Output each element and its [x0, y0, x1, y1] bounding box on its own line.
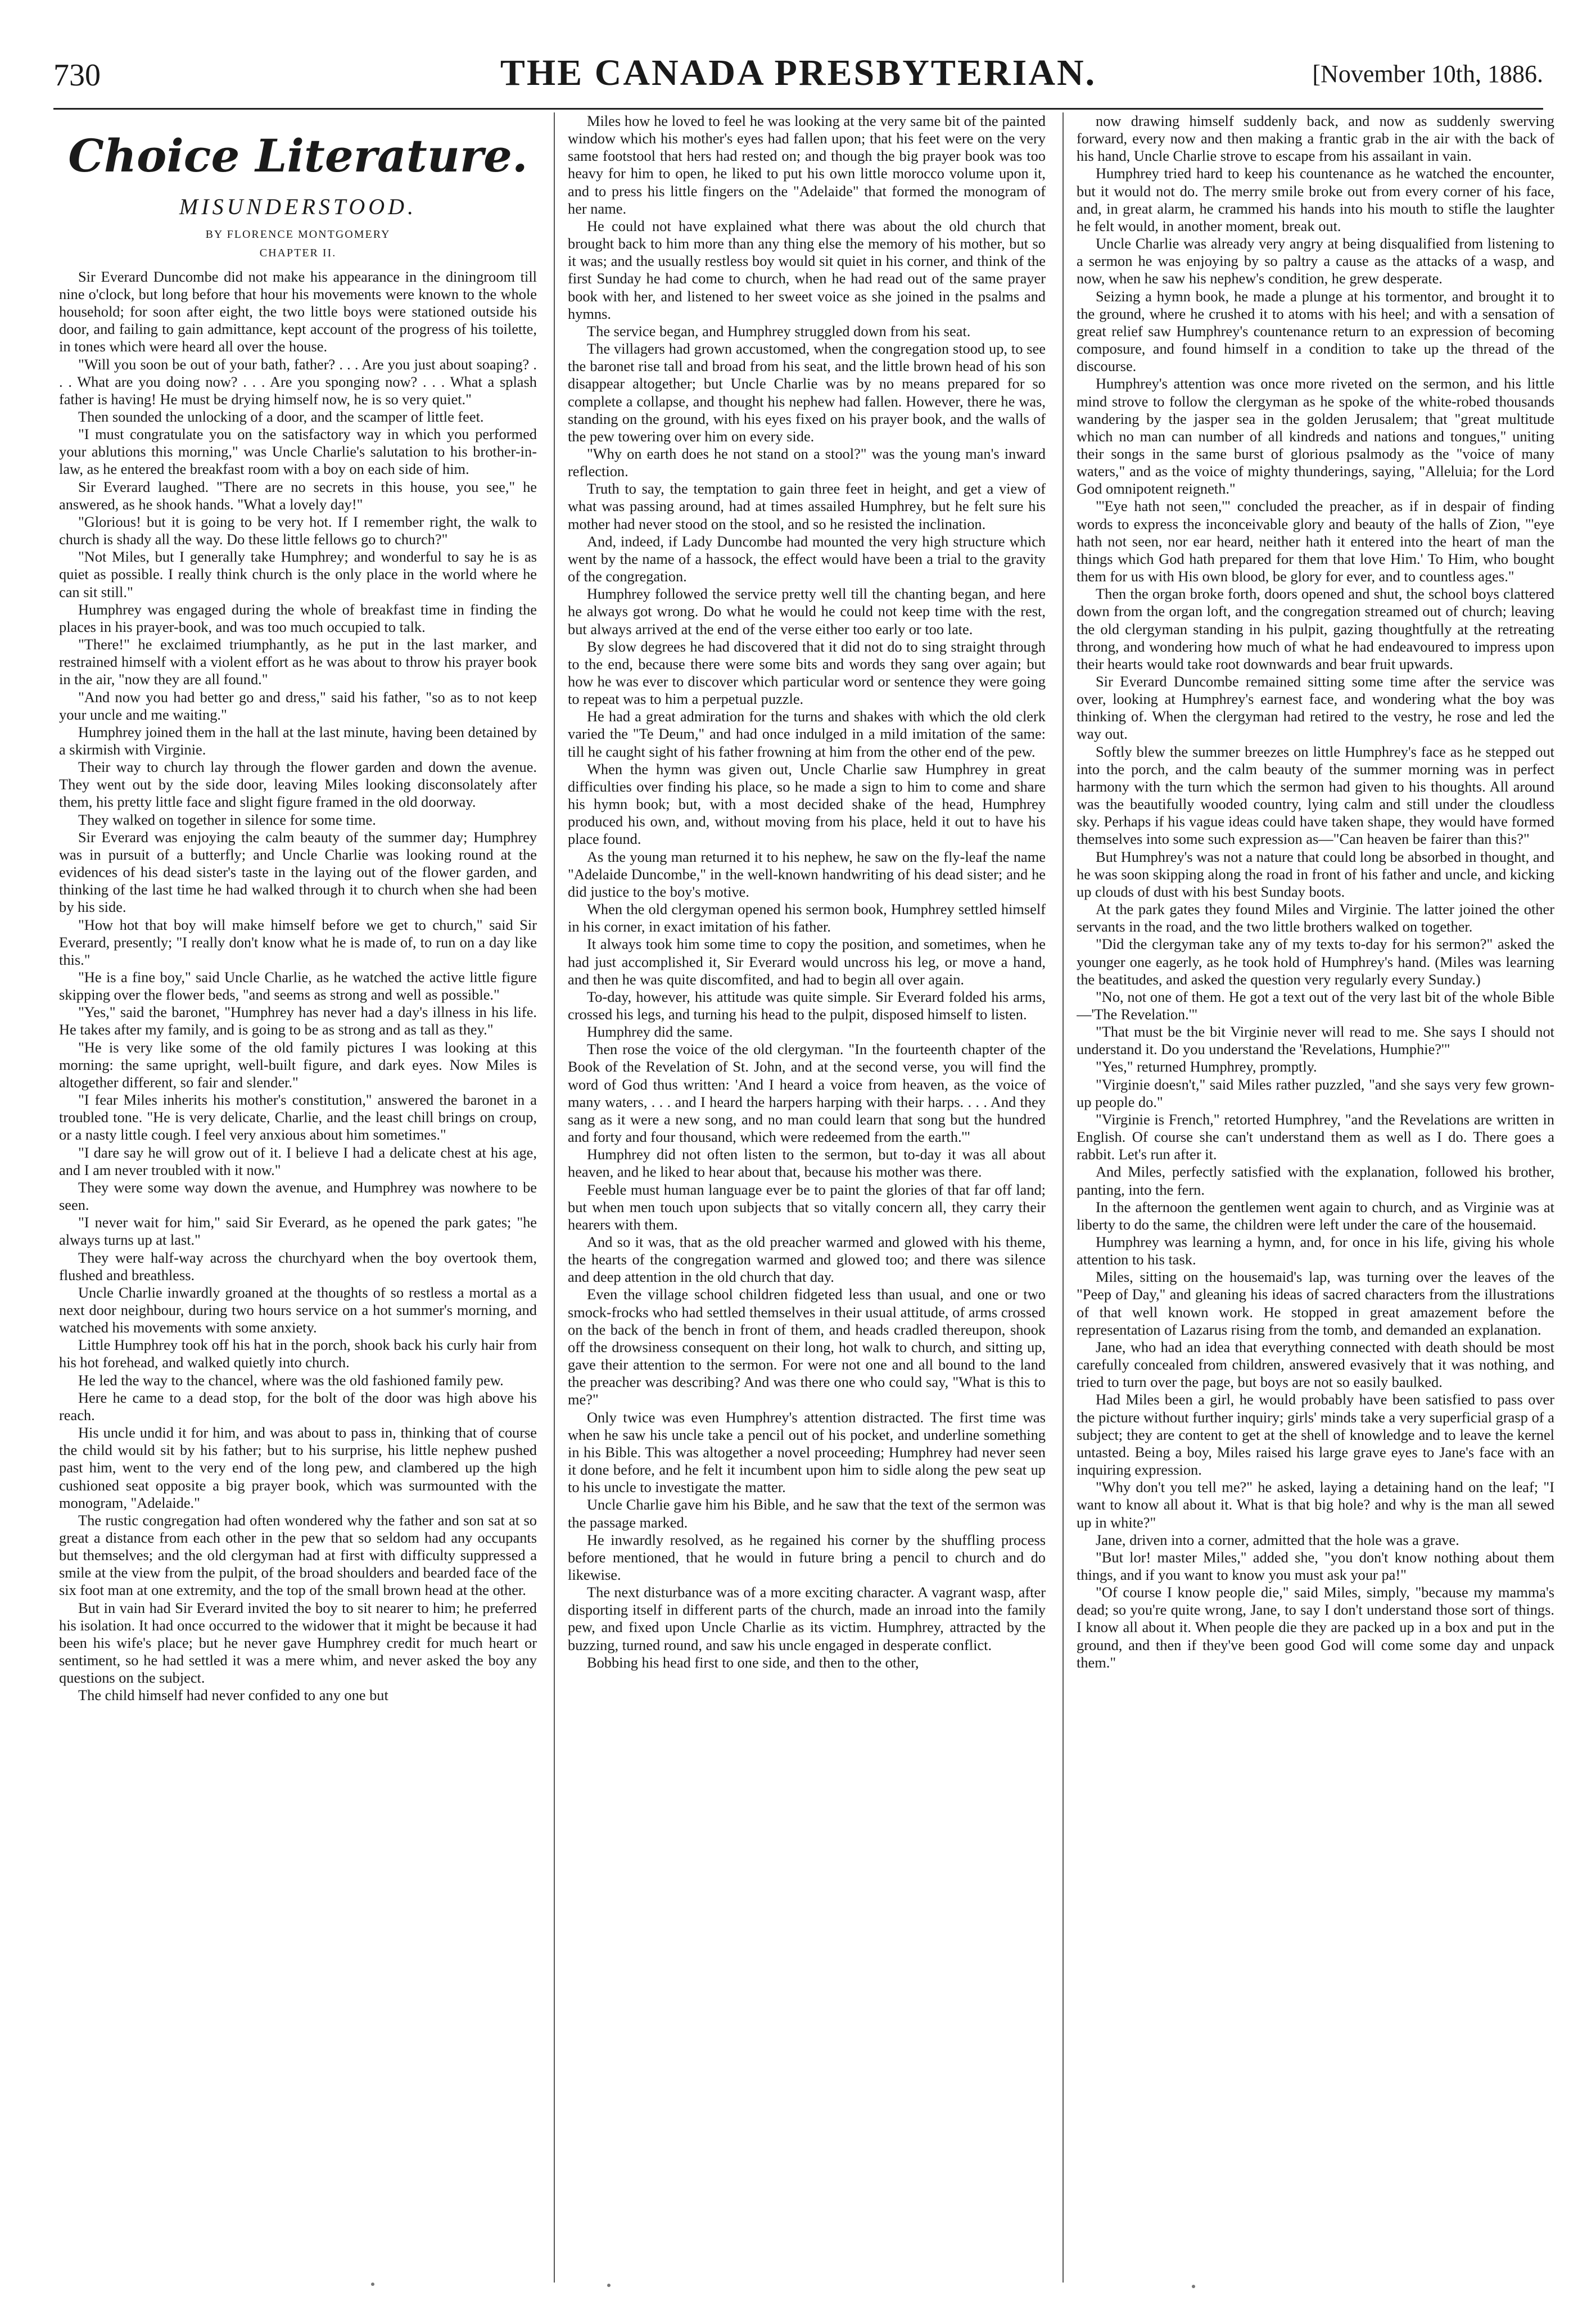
paragraph: They were half-way across the churchyard when the boy overtook them, flushed and breathless. [59, 1249, 537, 1283]
paragraph: "I must congratulate you on the satisfactory way in which you performed your ablutions this morning," was Uncle Charlie's salutation to his brother-in-law, as he entered the breakfast room with a boy on each side of him. [59, 426, 537, 478]
paragraph: Miles, sitting on the housemaid's lap, was turning over the leaves of the "Peep of Day," and gleaning his ideas of sacred characters from the illustrations of that well known work. He stopped in great amazement before the representation of Lazarus rising from the tomb, and demanded an explanation. [1077, 1268, 1554, 1338]
paragraph: "Will you soon be out of your bath, father? . . . Are you just about soaping? . . . What are you doing now? . . . Are you sponging now? . . . What a splash father is having! He must be drying himself now, he is so very quiet." [59, 355, 537, 408]
paragraph: Humphrey followed the service pretty well till the chanting began, and here he always got wrong. Do what he would he could not keep time with the rest, but always arrived at the end of the verse either too early or too late. [568, 585, 1046, 638]
paragraph: "Why on earth does he not stand on a stool?" was the young man's inward reflection. [568, 445, 1046, 480]
paragraph: He led the way to the chancel, where was the old fashioned family pew. [78, 1371, 504, 1389]
paragraph: Sir Everard was enjoying the calm beauty of the summer day; Humphrey was in pursuit of a butterfly; and Uncle Charlie was looking round at the evidences of his dead sister's taste in the laying out of the flower garden, and thinking of the last time he had walked through it to church when she had been by his side. [59, 828, 537, 916]
paragraph: The child himself had never confided to any one but [78, 1687, 388, 1704]
paragraph: As the young man returned it to his nephew, he saw on the fly-leaf the name "Adelaide Duncombe," in the well-known handwriting of his dead sister; and he did justice to the boy's motive. [568, 848, 1046, 900]
paragraph: At the park gates they found Miles and Virginie. The latter joined the other servants in the road, and the two little brothers walked on together. [1077, 901, 1554, 935]
paragraph: "Glorious! but it is going to be very hot. If I remember right, the walk to church is shady all the way. Do these little fellows go to church?" [59, 513, 537, 548]
paragraph: But in vain had Sir Everard invited the boy to sit nearer to him; he preferred his isolation. It had once occurred to the widower that it might be because it had been his wife's place; but he never gave Humphrey credit for much heart or sentiment, so he had settled it was a mere whim, and never asked the boy any questions on the subject. [59, 1599, 537, 1687]
paragraph: "'Eye hath not seen,'" concluded the preacher, as if in despair of finding words to express the inconceivable glory and beauty of the halls of Zion, "'eye hath not seen, nor ear heard, neither hath it entered into the heart of man the things which God hath prepared for them that love Him.' To Him, who bought them for us with His own blood, be glory for ever, and to countless ages." [1077, 498, 1554, 585]
paragraph: "How hot that boy will make himself before we get to church," said Sir Everard, presently; "I really don't know what he is made of, to run on a day like this." [59, 916, 537, 968]
paragraph: "No, not one of them. He got a text out of the very last bit of the whole Bible—'The Revelation.'" [1077, 988, 1554, 1023]
paragraph: And Miles, perfectly satisfied with the explanation, followed his brother, panting, into the fern. [1077, 1163, 1554, 1198]
paragraph: Humphrey was learning a hymn, and, for once in his life, giving his whole attention to his task. [1077, 1233, 1554, 1268]
byline: BY FLORENCE MONTGOMERY [205, 228, 391, 241]
column-text [59, 268, 537, 1705]
paragraph: Then the organ broke forth, doors opened and shut, the school boys clattered down from the organ loft, and the congregation streamed out of church; leaving the old clergyman standing in his pulpit, gazing thoughtfully at the retreating throng, and wondering how much of what he had endeavoured to impress upon their hearts would take root downwards and bear fruit upwards. [1077, 585, 1554, 672]
paragraph: "Why don't you tell me?" he asked, laying a detaining hand on the leaf; "I want to know all about it. What is that big hole? and why is the man all sewed up in white?" [1077, 1479, 1554, 1531]
paragraph: And, indeed, if Lady Duncombe had mounted the very high structure which went by the name of a hassock, the effect would have been a trial to the gravity of the congregation. [568, 532, 1046, 585]
paragraph: By slow degrees he had discovered that it did not do to sing straight through to the end, because there were some bits and words they sang over again; but how he was ever to discover which particular word or sentence they were going to repeat was to him a perpetual puzzle. [568, 638, 1046, 708]
print-speck [371, 2283, 374, 2286]
page-number: 730 [53, 58, 101, 93]
issue-date: [November 10th, 1886. [1312, 60, 1543, 88]
paragraph: Humphrey was engaged during the whole of breakfast time in finding the places in his prayer-book, and was too much occupied to talk. [59, 600, 537, 635]
column-1 [59, 112, 537, 2294]
paragraph: To-day, however, his attitude was quite simple. Sir Everard folded his arms, crossed his legs, and turning his head to the pulpit, disposed himself to listen. [568, 988, 1046, 1023]
paragraph: "And now you had better go and dress," said his father, "so as to not keep your uncle and me waiting." [59, 688, 537, 723]
paragraph: Softly blew the summer breezes on little Humphrey's face as he stepped out into the porch, and the calm beauty of the summer morning was in perfect harmony with the turn which the sermon had given to his thoughts. All around was the beautifully wooded country, lying calm and still under the cloudless sky. Perhaps if his vague ideas could have taken shape, they would have formed themselves into some such expression as—"Can heaven be fairer than this?" [1077, 743, 1554, 848]
paragraph: Humphrey's attention was once more riveted on the sermon, and his little mind strove to follow the clergyman as he spoke of the white-robed thousands wandering by the jasper sea in the golden Jerusalem; that "great multitude which no man can number of all kindreds and nations and tongues," uniting their songs in the same burst of glorious psalmody as the "voice of many waters," and as the voice of mighty thunderings, saying, "Alleluia; for the Lord God omnipotent reigneth." [1077, 375, 1554, 498]
column-divider [554, 112, 555, 2283]
paragraph: Humphrey joined them in the hall at the last minute, having been detained by a skirmish with Virginie. [59, 723, 537, 758]
paragraph: Truth to say, the temptation to gain three feet in height, and get a view of what was passing around, had at times assailed Humphrey, but he felt sure his mother had never stood on the stool, and so he resisted the inclination. [568, 480, 1046, 532]
paragraph: "Yes," said the baronet, "Humphrey has never had a day's illness in his life. He takes after my family, and is going to be as strong and as tall as they." [59, 1004, 537, 1038]
paragraph: "Virginie doesn't," said Miles rather puzzled, "and she says very few grown-up people do." [1077, 1075, 1554, 1110]
paragraph: Sir Everard laughed. "There are no secrets in this house, you see," he answered, as he shook hands. "What a lovely day!" [59, 478, 537, 513]
paragraph: Humphrey tried hard to keep his countenance as he watched the encounter, but it would not do. The merry smile broke out from every corner of his face, and, in great alarm, he crammed his hands into his mouth to stifle the laughter he felt would, in another moment, break out. [1077, 165, 1554, 234]
paragraph: The service began, and Humphrey struggled down from his seat. [587, 322, 971, 340]
print-speck [1192, 2285, 1195, 2288]
paragraph: Uncle Charlie inwardly groaned at the thoughts of so restless a mortal as a next door neighbour, during two hours service on a hot summer's morning, and watched his movements with some anxiety. [59, 1283, 537, 1336]
paragraph: "Of course I know people die," said Miles, simply, "because my mamma's dead; so you're quite wrong, Jane, to say I don't understand those sort of things. I know all about it. When people die they are packed up in a box and put in the ground, and then if they've been good God will come some day and unpack them." [1077, 1584, 1554, 1671]
page-header [53, 52, 1543, 106]
paragraph: Had Miles been a girl, he would probably have been satisfied to pass over the picture without further inquiry; girls' minds take a very superficial grasp of a subject; they are content to get at the shell of knowledge and to leave the kernel untasted. Being a boy, Miles raised his large grave eyes to Jane's face with an inquiring expression. [1077, 1391, 1554, 1479]
column-2 [568, 112, 1046, 2294]
paragraph: They were some way down the avenue, and Humphrey was nowhere to be seen. [59, 1178, 537, 1214]
paragraph: Their way to church lay through the flower garden and down the avenue. They went out by the side door, leaving Miles looking disconsolately after them, his pretty little face and slight figure framed in the old doorway. [59, 758, 537, 811]
paragraph: "I dare say he will grow out of it. I believe I had a delicate chest at his age, and I am never troubled with it now." [59, 1144, 537, 1178]
masthead-title: THE CANADA PRESBYTERIAN. [500, 52, 1097, 93]
paragraph: Uncle Charlie gave him his Bible, and he saw that the text of the sermon was the passage marked. [568, 1496, 1046, 1531]
column-text [1077, 112, 1554, 1671]
chapter-heading: CHAPTER II. [259, 247, 337, 260]
paragraph: He could not have explained what there was about the old church that brought back to him more than any thing else the memory of his mother, but so it was; and the usually restless boy would sit quiet in his corner, and think of the first Sunday he had come to church, when he had read out of the same prayer book with her, and listened to her sweet voice as she joined in the psalms and hymns. [568, 217, 1046, 322]
paragraph: "But lor! master Miles," added she, "you don't know nothing about them things, and if you want to know you must ask your pa!" [1077, 1548, 1554, 1583]
paragraph: The rustic congregation had often wondered why the father and son sat at so great a distance from each other in the pew that so seldom had any occupants but themselves; and the old clergyman had at first with difficulty suppressed a smile at the view from the pulpit, of the broad shoulders and bearded face of the six foot man at one extremity, and the top of the small brown head at the other. [59, 1511, 537, 1599]
paragraph: "Did the clergyman take any of my texts to-day for his sermon?" asked the younger one eagerly, as he took hold of Humphrey's hand. (Miles was learning the beatitudes, and asked the question very regularly every Sunday.) [1077, 935, 1554, 988]
paragraph: And so it was, that as the old preacher warmed and glowed with his theme, the hearts of the congregation warmed and glowed too; and there was silence and deep attention in the old church that day. [568, 1233, 1046, 1286]
paragraph: Even the village school children fidgeted less than usual, and one or two smock-frocks who had settled themselves in their usual attitude, of arms crossed on the back of the bench in front of them, and heads cradled thereupon, shook off the drowsiness consequent on their long, hot walk to church, and sitting up, gave their attention to the sermon. For were not one and all bound to the land the preacher was describing? And was there one who could say, "What is this to me?" [568, 1286, 1046, 1408]
header-rule [53, 108, 1543, 110]
paragraph: "There!" he exclaimed triumphantly, as he put in the last marker, and restrained himself with a violent effort as he was about to throw his prayer book in the air, "now they are all found." [59, 636, 537, 688]
paragraph: They walked on together in silence for some time. [78, 811, 376, 828]
paragraph: Humphrey did not often listen to the sermon, but to-day it was all about heaven, and he liked to hear about that, because his mother was there. [568, 1146, 1046, 1181]
story-title: MISUNDERSTOOD. [179, 194, 417, 220]
paragraph: He inwardly resolved, as he regained his corner by the shuffling process before mentioned, that he would in future bring a pencil to church and do likewise. [568, 1531, 1046, 1583]
paragraph: Little Humphrey took off his hat in the porch, shook back his curly hair from his hot forehead, and walked quietly into church. [59, 1336, 537, 1371]
paragraph: "Not Miles, but I generally take Humphrey; and wonderful to say he is as quiet as possible. I really think church is the only place in the world where he can sit still." [59, 548, 537, 600]
paragraph: Only twice was even Humphrey's attention distracted. The first time was when he saw his uncle take a pencil out of his pocket, and underline something in his Bible. This was altogether a novel proceeding; Humphrey had never seen it done before, and he felt it incumbent upon him to sidle along the pew seat up to his uncle to investigate the matter. [568, 1408, 1046, 1496]
paragraph: He had a great admiration for the turns and shakes with which the old clerk varied the "Te Deum," and had once indulged in a mild imitation of the same: till he caught sight of his father frowning at him from the other end of the pew. [568, 708, 1046, 760]
paragraph: now drawing himself suddenly back, and now as suddenly swerving forward, every now and then making a frantic grab in the air with the back of his hand, Uncle Charlie strove to escape from his assailant in vain. [1077, 112, 1554, 165]
paragraph: The next disturbance was of a more exciting character. A vagrant wasp, after disporting itself in different parts of the church, made an inroad into the family pew, and fixed upon Uncle Charlie as its victim. Humphrey, attracted by the buzzing, turned round, and saw his uncle engaged in desperate conflict. [568, 1584, 1046, 1653]
paragraph: Feeble must human language ever be to paint the glories of that far off land; but when men touch upon subjects that so vitally concern all, they carry their hearers with them. [568, 1181, 1046, 1233]
paragraph: "He is very like some of the old family pictures I was looking at this morning: the same upright, well-built figure, and dark eyes. Now Miles is altogether different, so fair and slender." [59, 1038, 537, 1091]
paragraph: Jane, driven into a corner, admitted that the hole was a grave. [1096, 1531, 1459, 1548]
column-3 [1077, 112, 1554, 2294]
paragraph: Uncle Charlie was already very angry at being disqualified from listening to a sermon he was enjoying by so paltry a cause as the attacks of a wasp, and now, when he saw his nephew's condition, he grew desperate. [1077, 235, 1554, 287]
paragraph: When the old clergyman opened his sermon book, Humphrey settled himself in his corner, in exact imitation of his father. [568, 901, 1046, 935]
paragraph: It always took him some time to copy the position, and sometimes, when he had just accomplished it, Sir Everard would uncross his leg, or move a hand, and then he was quite discomfited, and had to begin all over again. [568, 935, 1046, 988]
paragraph: "He is a fine boy," said Uncle Charlie, as he watched the active little figure skipping over the flower beds, "and seems as strong and well as possible." [59, 969, 537, 1004]
paragraph: His uncle undid it for him, and was about to pass in, thinking that of course the child would sit by his father; but to his surprise, his little nephew pushed past him, went to the very end of the long pew, and clambered up the high cushioned seat opposite a big prayer book, which was surmounted with the monogram, "Adelaide." [59, 1424, 537, 1511]
paragraph: Sir Everard Duncombe did not make his appearance in the diningroom till nine o'clock, but long before that hour his movements were known to the whole household; for soon after eight, the two little boys were stationed outside his door, and failing to gain admittance, kept account of the progress of his toilette, in tones which were heard all over the house. [59, 268, 537, 355]
paragraph: "I fear Miles inherits his mother's constitution," answered the baronet in a troubled tone. "He is very delicate, Charlie, and the least chill brings on croup, or a nasty little cough. I feel very anxious about him sometimes." [59, 1091, 537, 1144]
paragraph: "Yes," returned Humphrey, promptly. [1096, 1058, 1317, 1075]
paragraph: Jane, who had an idea that everything connected with death should be most carefully concealed from children, answered evasively that it was nothing, and tried to turn over the page, but boys are not so easily baulked. [1077, 1338, 1554, 1391]
column-divider [1063, 112, 1064, 2283]
section-title: Choice Literature. [68, 129, 528, 182]
paragraph: In the afternoon the gentlemen went again to church, and as Virginie was at liberty to do the same, the children were left under the care of the housemaid. [1077, 1198, 1554, 1233]
column-text [568, 112, 1046, 1671]
print-speck [607, 2284, 611, 2287]
paragraph: "Virginie is French," retorted Humphrey, "and the Revelations are written in English. Of course she can't understand them as well as I do. There goes a rabbit. Let's run after it. [1077, 1110, 1554, 1163]
paragraph: The villagers had grown accustomed, when the congregation stood up, to see the baronet rise tall and broad from his seat, and the little brown head of his son disappear altogether; but Uncle Charlie was by no means prepared for so complete a collapse, and thought his nephew had fallen. However, there he was, standing on the ground, with his eyes fixed on his prayer book, and the walls of the pew towering over him on every side. [568, 340, 1046, 445]
paragraph: Miles how he loved to feel he was looking at the very same bit of the painted window which his mother's eyes had fallen upon; that his feet were on the very same footstool that hers had rested on; and though the big prayer book was too heavy for him to open, he liked to put his own little morocco volume upon it, and to press his little fingers on the "Adelaide" that formed the monogram of her name. [568, 112, 1046, 217]
paragraph: Humphrey did the same. [587, 1023, 733, 1041]
paragraph: Sir Everard Duncombe remained sitting some time after the service was over, looking at Humphrey's earnest face, and wondering what the boy was thinking of. When the clergyman had retired to the vestry, he rose and led the way out. [1077, 673, 1554, 743]
paragraph: Seizing a hymn book, he made a plunge at his tormentor, and brought it to the ground, where he crushed it to atoms with his heel; and with a sensation of great relief saw Humphrey's countenance return to an expression of becoming composure, and found himself in a condition to take up the thread of the discourse. [1077, 287, 1554, 375]
page-footer [0, 2271, 1596, 2305]
paragraph: Bobbing his head first to one side, and then to the other, [587, 1653, 919, 1671]
paragraph: But Humphrey's was not a nature that could long be absorbed in thought, and he was soon skipping along the road in front of his father and uncle, and kicking up clouds of dust with his best Sunday boots. [1077, 848, 1554, 900]
paragraph: When the hymn was given out, Uncle Charlie saw Humphrey in great difficulties over finding his place, so he made a sign to him to come and share his hymn book; but, with a most decided shake of the head, Humphrey produced his own, and, without moving from his place, held it out to have his place found. [568, 760, 1046, 848]
paragraph: "That must be the bit Virginie never will read to me. She says I should not understand it. Do you understand the 'Revelations, Humphie?'" [1077, 1023, 1554, 1058]
paragraph: Here he came to a dead stop, for the bolt of the door was high above his reach. [59, 1389, 537, 1423]
paragraph: "I never wait for him," said Sir Everard, as he opened the park gates; "he always turns up at last." [59, 1214, 537, 1249]
paragraph: Then sounded the unlocking of a door, and the scamper of little feet. [78, 408, 484, 426]
paragraph: Then rose the voice of the old clergyman. "In the fourteenth chapter of the Book of the Revelation of St. John, and at the second verse, you will find the word of God thus written: 'And I heard a voice from heaven, as the voice of many waters, . . . and I heard the harpers harping with their harps. . . . And they sang as it were a new song, and no man could learn that song but the hundred and forty and four thousand, which were redeemed from the earth.'" [568, 1041, 1046, 1146]
